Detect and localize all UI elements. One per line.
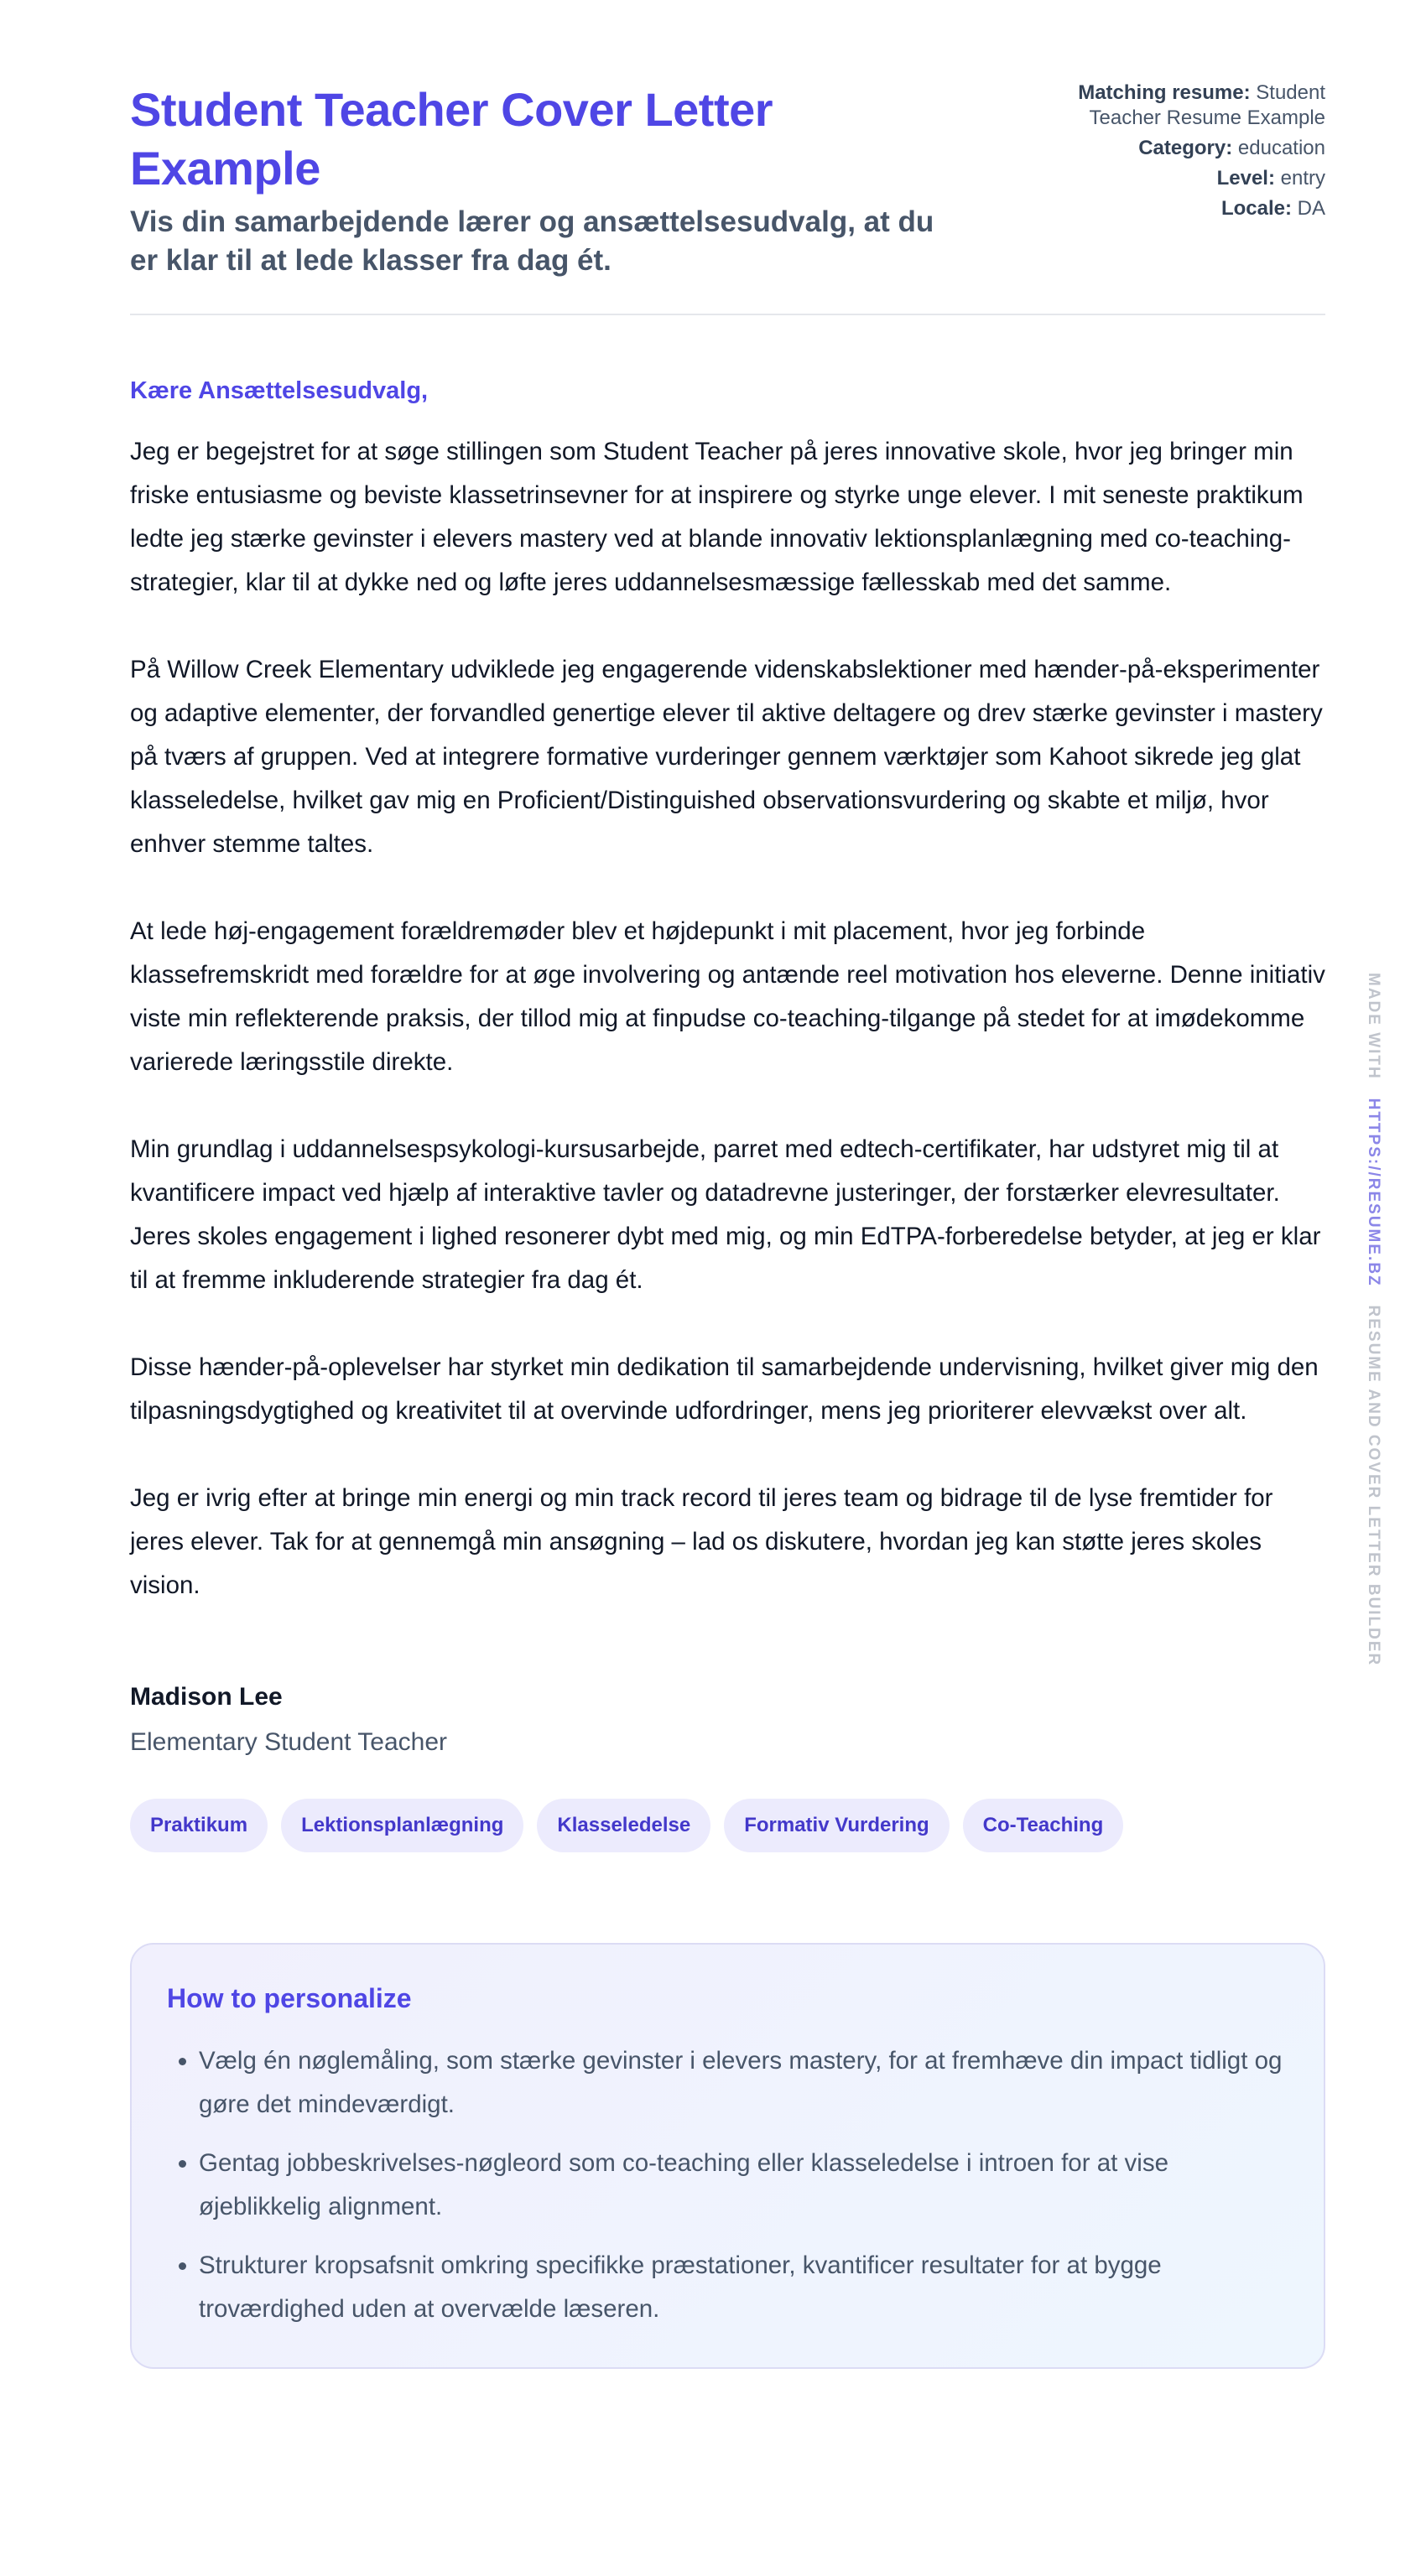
skill-tag: Praktikum (130, 1799, 268, 1852)
letter-paragraph: Disse hænder-på-oplevelser har styrket min dedikation til samarbejdende undervisning, hvilket giver mig den tilpasningsdygtighed og kreativitet til at overvinde udfordringer, mens jeg prioriterer elevvækst over alt. (130, 1353, 1319, 1425)
personalize-item: • Gentag jobbeskrivelses-nøgleord som co-teaching eller klasseledelse i introen for at vise øjeblikkelig alignment. (199, 2142, 1288, 2229)
made-with-prefix: MADE WITH (1365, 973, 1382, 1080)
skill-tags (130, 1799, 1325, 1852)
meta-value: Student Teacher Resume Example (1089, 81, 1325, 129)
letter-paragraph: Jeg er begejstret for at søge stillingen som Student Teacher på jeres innovative skole, hvor jeg bringer min friske entusiasme og beviste klassetrinsevner for at inspirere og styrke unge elever. I mit seneste praktikum ledte jeg stærke gevinster i elevers mastery ved at blande innovativ lektionsplanlægning med co-teaching-strategier, klar til at dykke ned og løfte jeres uddannelsesmæssige fællesskab med det samme. (130, 438, 1304, 596)
skill-tag: Klasseledelse (537, 1799, 710, 1852)
meta-locale (1040, 196, 1325, 221)
skill-tag: Co-Teaching (963, 1799, 1124, 1852)
signature-title: Elementary Student Teacher (130, 1728, 448, 1756)
meta-label: Matching resume: (1078, 81, 1251, 104)
page (130, 0, 1325, 2369)
meta-value: entry (1280, 167, 1325, 190)
meta-label: Locale: (1220, 197, 1292, 220)
personalize-item: • Vælg én nøglemåling, som stærke gevinster i elevers mastery, for at fremhæve din impact tidligt og gøre det mindeværdigt. (199, 2039, 1288, 2127)
made-with-banner (1364, 973, 1382, 1677)
meta-value: education (1237, 137, 1325, 159)
meta-label: Category: (1138, 137, 1233, 159)
letter-paragraph: På Willow Creek Elementary udviklede jeg engagerende videnskabslektioner med hænder-på-eksperimenter og adaptive elementer, der forvandled genertige elever til aktive deltagere og drev stærke gevinster i mastery på tværs af gruppen. Ved at integrere formative vurderinger gennem værktøjer som Kahoot sikrede jeg glat klasseledelse, hvilket gav mig en Proficient/Distinguished observationsvurdering og skabte et miljø, hvor enhver stemme taltes. (130, 656, 1323, 858)
signature-name: Madison Lee (130, 1683, 283, 1711)
page-title: Student Teacher Cover Letter Example (130, 83, 773, 195)
made-with-suffix: RESUME AND COVER LETTER BUILDER (1365, 1305, 1382, 1667)
meta-label: Level: (1216, 167, 1275, 190)
skill-tag: Lektionsplanlægning (281, 1799, 523, 1852)
meta-matching-resume (1040, 80, 1325, 131)
header (130, 0, 1325, 315)
meta-info (1040, 80, 1325, 314)
letter-paragraph: At lede høj-engagement forældremøder blev et højdepunkt i mit placement, hvor jeg forbinde klassefremskridt med forældre for at øge involvering og antænde reel motivation hos eleverne. Denne initiativ viste min reflekterende praksis, der tillod mig at finpudse co-teaching-tilgange på stedet for at imødekomme varierede læringsstile direkte. (130, 917, 1325, 1076)
letter-greeting: Kære Ansættelsesudvalg, (130, 377, 429, 404)
personalize-list (167, 2039, 1288, 2331)
letter-paragraph: Jeg er ivrig efter at bringe min energi og min track record til jeres team og bidrage til de lyse fremtider for jeres elever. Tak for at gennemgå min ansøgning – lad os diskutere, hvordan jeg kan støtte jeres skoles vision. (130, 1484, 1273, 1599)
meta-value: DA (1297, 197, 1325, 220)
meta-level (1040, 166, 1325, 191)
meta-category (1040, 136, 1325, 161)
personalize-title: How to personalize (167, 1983, 412, 2013)
skill-tag: Formativ Vurdering (724, 1799, 949, 1852)
resume-bz-link[interactable]: HTTPS://RESUME.BZ (1365, 1098, 1382, 1287)
page-subtitle: Vis din samarbejdende lærer og ansættelsesudvalg, at du er klar til at lede klasser fra dag ét. (130, 205, 934, 277)
letter-paragraph: Min grundlag i uddannelsespsykologi-kursusarbejde, parret med edtech-certifikater, har udstyret mig til at kvantificere impact ved hjælp af interaktive tavler og datadrevne justeringer, der forstærker elevresultater. Jeres skoles engagement i lighed resonerer dybt med mig, og min EdTPA-forberedelse betyder, at jeg er klar til at fremme inkluderende strategier fra dag ét. (130, 1135, 1321, 1294)
personalize-item: • Strukturer kropsafsnit omkring specifikke præstationer, kvantificer resultater for at bygge troværdighed uden at overvælde læseren. (199, 2244, 1288, 2331)
personalize-box (130, 1943, 1325, 2369)
